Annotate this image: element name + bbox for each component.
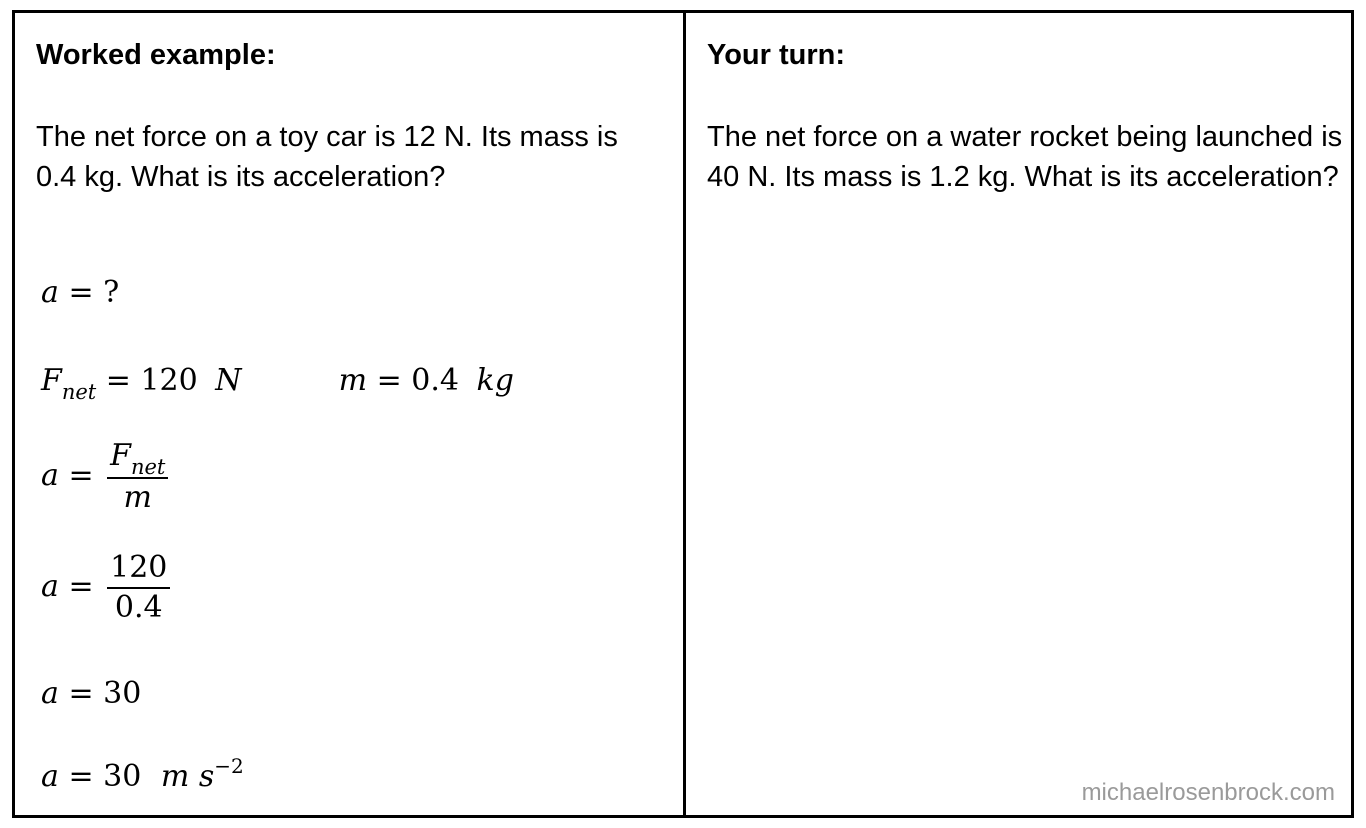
your-turn-panel [686,13,1351,815]
your-turn-question: The net force on a water rocket being launched is 40 N. Its mass is 1.2 kg. What is its acceleration? [707,121,1343,193]
worked-example-question: The net force on a toy car is 12 N. Its mass is 0.4 kg. What is its acceleration? [36,121,618,193]
step-givens [41,361,514,403]
worked-example-title: Worked example: [36,39,276,71]
step-unknown-lhs: a [41,275,59,310]
watermark: michaelrosenbrock.com [1081,779,1335,806]
worked-example-panel [15,13,686,815]
final-unit-m: m [160,759,190,794]
step-result [41,674,141,714]
your-turn-title: Your turn: [707,39,845,71]
force-symbol: F [41,363,62,398]
final-lhs: a [41,759,59,794]
final-value: = 30 [68,759,142,794]
formula-denominator: m [123,480,152,515]
result-lhs: a [41,676,59,711]
substitution-numerator: 120 [107,549,170,589]
force-value: = 120 [105,363,198,398]
step-formula [41,437,168,517]
substitution-lhs: a [41,569,59,604]
final-unit-exponent: −2 [214,754,244,778]
substitution-denominator: 0.4 [114,590,163,625]
mass-unit: kg [476,363,514,398]
force-unit: N [215,363,242,398]
force-subscript: net [61,380,97,404]
result-value: = 30 [68,676,142,711]
substitution-fraction [107,549,170,627]
worksheet [12,10,1354,818]
formula-lhs: a [41,458,59,493]
formula-eq: = [68,458,94,493]
final-unit-s: s [198,759,215,794]
mass-symbol: m [338,363,368,398]
substitution-eq: = [68,569,94,604]
mass-value: = 0.4 [376,363,459,398]
step-unknown [41,273,119,313]
step-final [41,754,244,799]
formula-fraction [107,437,168,517]
step-substitution [41,549,170,627]
step-unknown-eq: = ? [68,275,120,310]
formula-numerator: $F_{net}$ [107,437,168,479]
